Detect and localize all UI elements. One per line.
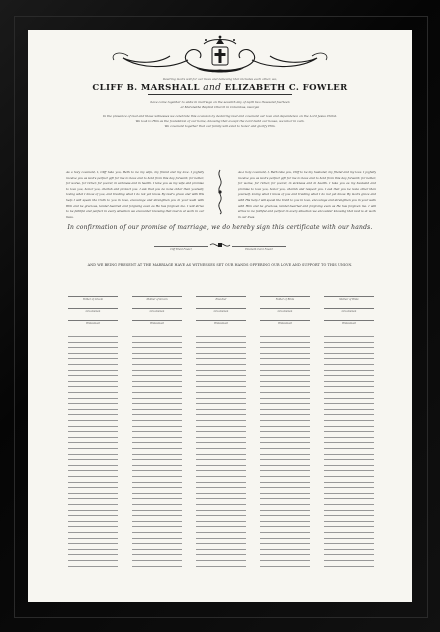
- guest-signature-line: [260, 465, 310, 466]
- witness-role-label: Father of Groom: [82, 298, 104, 301]
- guest-signature-line: [68, 381, 118, 382]
- witness-signature-line: [260, 296, 310, 297]
- guest-signature-line: [260, 498, 310, 499]
- guest-signature-line: [68, 398, 118, 399]
- guest-signature-line: [324, 403, 374, 404]
- guest-signature-line: [260, 398, 310, 399]
- guest-signature-line: [260, 482, 310, 483]
- guest-signature-line: [132, 454, 182, 455]
- couple-names: [28, 83, 412, 93]
- guest-signature-line: [68, 353, 118, 354]
- witness-role-label: Groomsman: [341, 310, 357, 313]
- guest-signature-line: [196, 498, 246, 499]
- guest-signature-line: [68, 549, 118, 550]
- guest-signature-line: [324, 414, 374, 415]
- intro-text: Desiring God's will for our lives and believing that includes each other, we,: [162, 77, 278, 81]
- guest-signature-line: [68, 493, 118, 494]
- guest-signature-line: [68, 560, 118, 561]
- guest-signature-line: [132, 470, 182, 471]
- guest-signature-line: [68, 487, 118, 488]
- guest-signature-line: [260, 448, 310, 449]
- guest-signature-line: [260, 375, 310, 376]
- guest-signature-line: [196, 398, 246, 399]
- witness-signature-line: [196, 320, 246, 321]
- guest-signature-line: [196, 504, 246, 505]
- guest-signature-line: [196, 375, 246, 376]
- guest-signature-line: [68, 364, 118, 365]
- guest-signature-line: [132, 353, 182, 354]
- witness-signature-line: [196, 308, 246, 309]
- guest-signature-line: [196, 409, 246, 410]
- guest-signature-line: [132, 566, 182, 567]
- witness-signature-line: [324, 320, 374, 321]
- guest-signature-line: [196, 414, 246, 415]
- guest-signature-line: [260, 487, 310, 488]
- guest-signature-line: [68, 370, 118, 371]
- guest-signature-line: [132, 403, 182, 404]
- guest-signature-line: [68, 554, 118, 555]
- witness-role-label: Groomsman: [149, 310, 165, 313]
- guest-signature-line: [324, 504, 374, 505]
- guest-signature-line: [324, 560, 374, 561]
- guest-signature-line: [196, 386, 246, 387]
- guest-signature-line: [196, 549, 246, 550]
- presence-line-2: We look to Him as the foundation of our home, knowing that except the Lord build our house, we labor in vain.: [135, 119, 305, 123]
- witness-role-label: Groomsman: [85, 310, 101, 313]
- witness-signature-line: [68, 308, 118, 309]
- guest-signature-line: [68, 538, 118, 539]
- guest-signature-line: [196, 381, 246, 382]
- guest-signature-line: [132, 465, 182, 466]
- guest-signature-line: [324, 386, 374, 387]
- guest-signature-line: [260, 566, 310, 567]
- guest-signature-line: [68, 454, 118, 455]
- guest-signature-line: [196, 442, 246, 443]
- guest-signature-line: [68, 504, 118, 505]
- guest-signature-line: [68, 403, 118, 404]
- guest-signature-line: [324, 498, 374, 499]
- guest-signature-line: [324, 549, 374, 550]
- guest-signature-line: [132, 392, 182, 393]
- guest-signature-line: [68, 470, 118, 471]
- witness-signature-line: [132, 320, 182, 321]
- guest-signature-line: [132, 526, 182, 527]
- guest-signature-line: [324, 431, 374, 432]
- bride-name: ELIZABETH C. FOWLER: [224, 83, 348, 93]
- guest-signature-line: [260, 370, 310, 371]
- guest-signature-line: [324, 510, 374, 511]
- guest-signature-line: [132, 420, 182, 421]
- guest-signature-line: [132, 409, 182, 410]
- witness-signature-line: [260, 320, 310, 321]
- guest-signature-line: [132, 358, 182, 359]
- guest-signature-line: [260, 336, 310, 337]
- witness-role-label: Bridesmaid: [342, 322, 356, 325]
- guest-signature-line: [196, 336, 246, 337]
- guest-signature-line: [68, 336, 118, 337]
- guest-signature-line: [324, 342, 374, 343]
- guest-signature-line: [68, 521, 118, 522]
- guest-signature-line: [260, 554, 310, 555]
- guest-signature-line: [196, 482, 246, 483]
- guest-signature-line: [132, 375, 182, 376]
- guest-signature-line: [196, 426, 246, 427]
- guest-signature-line: [196, 554, 246, 555]
- witness-role-label: Mother of Groom: [146, 298, 168, 301]
- guest-signature-line: [196, 566, 246, 567]
- guest-signature-line: [196, 526, 246, 527]
- guest-signature-line: [324, 538, 374, 539]
- guest-signature-line: [196, 487, 246, 488]
- guest-signature-line: [196, 403, 246, 404]
- guest-signature-line: [132, 560, 182, 561]
- guest-signature-line: [260, 386, 310, 387]
- guest-signature-line: [324, 476, 374, 477]
- guest-signature-line: [324, 566, 374, 567]
- guest-signature-line: [68, 476, 118, 477]
- bride-signature-line: [232, 246, 286, 247]
- guest-signature-line: [132, 437, 182, 438]
- guest-signature-line: [196, 459, 246, 460]
- guest-signature-line: [260, 476, 310, 477]
- guest-signature-line: [68, 414, 118, 415]
- center-flourish-icon: [214, 168, 226, 216]
- guest-signature-line: [324, 526, 374, 527]
- witness-signature-line: [132, 308, 182, 309]
- guest-signature-line: [260, 342, 310, 343]
- guest-signature-line: [260, 347, 310, 348]
- guest-signature-line: [68, 442, 118, 443]
- guest-signature-line: [132, 459, 182, 460]
- guest-signature-line: [260, 420, 310, 421]
- guest-signature-line: [132, 554, 182, 555]
- witness-role-label: Bridesmaid: [278, 322, 292, 325]
- witness-role-label: Bridesmaid: [86, 322, 100, 325]
- guest-signature-line: [260, 431, 310, 432]
- guest-signature-line: [196, 358, 246, 359]
- witness-statement: AND WE BEING PRESENT AT THE MARRIAGE HAVE AS WITNESSES SET OUR HANDS OFFERING OUR LOVE AND SUPPORT TO THIS UNION.: [87, 263, 353, 267]
- guest-signature-line: [324, 515, 374, 516]
- certificate-mat: [28, 30, 412, 602]
- guest-signature-line: [132, 381, 182, 382]
- guest-signature-line: [132, 515, 182, 516]
- guest-signature-line: [132, 498, 182, 499]
- and-connector: and: [203, 83, 222, 93]
- guest-signature-line: [196, 370, 246, 371]
- guest-signature-line: [260, 392, 310, 393]
- presence-line-3: We covenant together that our family will exist to honor and glorify Him.: [164, 124, 276, 128]
- guest-signature-line: [260, 532, 310, 533]
- guest-signature-line: [68, 375, 118, 376]
- guest-signature-line: [132, 549, 182, 550]
- guest-signature-line: [260, 549, 310, 550]
- guest-signature-line: [132, 448, 182, 449]
- guest-signature-line: [132, 398, 182, 399]
- witness-role-label: Groomsman: [213, 310, 229, 313]
- guest-signature-line: [68, 426, 118, 427]
- guest-signature-line: [196, 515, 246, 516]
- guest-signature-line: [196, 347, 246, 348]
- bride-signature-label: Elizabeth Carol Fowler: [245, 248, 273, 251]
- guest-signature-line: [260, 470, 310, 471]
- guest-signature-line: [132, 386, 182, 387]
- guest-signature-line: [260, 560, 310, 561]
- guest-signature-line: [132, 521, 182, 522]
- names-divider: [148, 94, 292, 95]
- witness-signature-line: [260, 308, 310, 309]
- guest-signature-line: [132, 426, 182, 427]
- guest-signature-line: [260, 403, 310, 404]
- witness-signature-line: [324, 308, 374, 309]
- guest-signature-line: [68, 543, 118, 544]
- guest-signature-line: [132, 487, 182, 488]
- guest-signature-line: [132, 493, 182, 494]
- guest-signature-line: [260, 426, 310, 427]
- guest-signature-line: [324, 470, 374, 471]
- guest-signature-line: [260, 409, 310, 410]
- guest-signature-line: [196, 476, 246, 477]
- guest-signature-line: [324, 370, 374, 371]
- guest-signature-line: [68, 386, 118, 387]
- groom-vow: As a holy covenant, I, Cliff take you, Beth to be my wife, my friend and my love. I joyfully receive you as God's perfect gift for me to have and to hold from this day forward; for better, for worse, for richer, for poorer, in sickness and in health. I take you as my wife and promise to love you, honor you, cherish and protect you. I ask that you be none other than yourself, loving what I know of you, and trusting what I do not yet know. By God's grace and with His help I will speak the truth to you in love, encourage and strengthen you in your walk with Him and be gracious, tender-hearted and forgiving even as He has forgiven me. I will strive to be faithful and perfect in every situation we encounter knowing that God is at work in our lives.: [66, 170, 204, 219]
- guest-signature-line: [68, 510, 118, 511]
- guest-signature-line: [196, 454, 246, 455]
- vow-place-line: at Maranatha Baptist Church in Columbus, Georgia: [180, 105, 260, 109]
- guest-signature-line: [196, 364, 246, 365]
- guest-signature-line: [260, 459, 310, 460]
- guest-signature-line: [324, 358, 374, 359]
- guest-signature-line: [324, 347, 374, 348]
- guest-signature-line: [324, 426, 374, 427]
- guest-signature-line: [68, 532, 118, 533]
- witness-signature-line: [196, 296, 246, 297]
- guest-signature-line: [324, 454, 374, 455]
- witness-signature-line: [68, 320, 118, 321]
- witness-role-label: Father of Bride: [275, 298, 295, 301]
- witness-signature-line: [132, 296, 182, 297]
- guest-signature-line: [324, 381, 374, 382]
- guest-signature-line: [68, 347, 118, 348]
- guest-signature-line: [196, 353, 246, 354]
- witness-role-label: Bridesmaid: [150, 322, 164, 325]
- guest-signature-line: [196, 431, 246, 432]
- guest-signature-line: [196, 392, 246, 393]
- guest-signature-line: [260, 515, 310, 516]
- guest-signature-line: [196, 448, 246, 449]
- guest-signature-line: [324, 353, 374, 354]
- witness-role-label: Groomsman: [277, 310, 293, 313]
- guest-signature-line: [68, 358, 118, 359]
- guest-signature-line: [196, 521, 246, 522]
- guest-signature-line: [324, 375, 374, 376]
- guest-signature-line: [196, 538, 246, 539]
- guest-signature-line: [132, 532, 182, 533]
- guest-signature-line: [196, 420, 246, 421]
- guest-signature-line: [260, 381, 310, 382]
- cross-ornament-icon: [28, 30, 412, 76]
- guest-signature-line: [260, 526, 310, 527]
- guest-signature-line: [68, 431, 118, 432]
- guest-signature-line: [68, 392, 118, 393]
- vow-date-line: have come together to unite in marriage on the seventh day of April two thousand fourteen: [150, 100, 290, 104]
- guest-signature-line: [132, 414, 182, 415]
- guest-signature-line: [68, 515, 118, 516]
- bride-vow: As a holy covenant, I, Beth take you, Cliff to be my husband, my friend and my love. I joyfully receive you as God's perfect gift for me to have and to hold from this day forward; for better, for worse, for richer, for poorer, in sickness and in health. I take you as my husband and promise to love you, honor you, cherish and respect you. I ask that you be none other than yourself, loving what I know of you and trusting what I do not yet know. By God's grace and with His help I will speak the truth to you in love, encourage and strengthen you in your walk with Him and be gracious, tender-hearted and forgiving even as He has forgiven me. I will strive to be faithful and perfect in every situation we encounter knowing that God is at work in our lives.: [238, 170, 376, 219]
- witness-role-label: Preacher: [215, 298, 227, 301]
- guest-signature-line: [324, 336, 374, 337]
- guest-signature-line: [132, 476, 182, 477]
- witness-signature-line: [68, 296, 118, 297]
- guest-signature-line: [132, 543, 182, 544]
- guest-signature-line: [260, 364, 310, 365]
- guest-signature-line: [324, 442, 374, 443]
- guest-signature-line: [260, 538, 310, 539]
- guest-signature-line: [68, 437, 118, 438]
- guest-signature-line: [260, 358, 310, 359]
- guest-signature-line: [260, 510, 310, 511]
- guest-signature-line: [196, 510, 246, 511]
- guest-signature-line: [196, 560, 246, 561]
- guest-signature-line: [132, 370, 182, 371]
- guest-signature-line: [196, 543, 246, 544]
- guest-signature-line: [68, 409, 118, 410]
- guest-signature-line: [324, 521, 374, 522]
- guest-signature-line: [324, 465, 374, 466]
- guest-signature-line: [132, 431, 182, 432]
- guest-signature-line: [260, 504, 310, 505]
- guest-signature-line: [132, 538, 182, 539]
- guest-signature-line: [68, 566, 118, 567]
- guest-signature-line: [260, 493, 310, 494]
- guest-signature-line: [132, 510, 182, 511]
- guest-signature-line: [132, 482, 182, 483]
- guest-signature-line: [324, 482, 374, 483]
- guest-signature-line: [196, 532, 246, 533]
- guest-signature-line: [324, 420, 374, 421]
- guest-signature-line: [68, 465, 118, 466]
- groom-signature-line: [154, 246, 208, 247]
- guest-signature-line: [260, 454, 310, 455]
- guest-signature-line: [132, 342, 182, 343]
- guest-signature-line: [196, 493, 246, 494]
- guest-signature-line: [196, 437, 246, 438]
- guest-signature-line: [196, 470, 246, 471]
- guest-signature-line: [260, 543, 310, 544]
- guest-signature-line: [260, 521, 310, 522]
- witness-role-label: Bridesmaid: [214, 322, 228, 325]
- guest-signature-line: [324, 459, 374, 460]
- guest-signature-line: [68, 420, 118, 421]
- guest-signature-line: [132, 336, 182, 337]
- guest-signature-line: [260, 442, 310, 443]
- guest-signature-line: [324, 493, 374, 494]
- guest-signature-line: [324, 409, 374, 410]
- guest-signature-line: [196, 465, 246, 466]
- guest-signature-line: [324, 448, 374, 449]
- witness-role-label: Mother of Bride: [339, 298, 359, 301]
- guest-signature-line: [68, 342, 118, 343]
- presence-line-1: In the presence of God and these witnesses we celebrate this occasion by declaring God and covenant our love and dependence on the Lord Jesus Christ.: [102, 114, 338, 118]
- guest-signature-line: [132, 364, 182, 365]
- guest-signature-line: [324, 437, 374, 438]
- guest-signature-line: [132, 442, 182, 443]
- guest-signature-line: [260, 437, 310, 438]
- guest-signature-line: [324, 487, 374, 488]
- guest-signature-line: [196, 342, 246, 343]
- guest-signature-line: [324, 364, 374, 365]
- guest-signature-line: [324, 543, 374, 544]
- guest-signature-line: [132, 504, 182, 505]
- guest-signature-line: [260, 353, 310, 354]
- witness-signature-line: [324, 296, 374, 297]
- guest-signature-line: [260, 414, 310, 415]
- guest-signature-line: [324, 554, 374, 555]
- guest-signature-line: [132, 347, 182, 348]
- guest-signature-line: [68, 448, 118, 449]
- confirmation-text: In confirmation of our promise of marriage, we do hereby sign this certificate with our hands.: [67, 224, 373, 231]
- groom-name: CLIFF B. MARSHALL: [92, 83, 200, 93]
- groom-signature-label: Cliff Brent Fowler: [170, 248, 192, 251]
- guest-signature-line: [324, 532, 374, 533]
- guest-signature-line: [324, 392, 374, 393]
- guest-signature-line: [324, 398, 374, 399]
- guest-signature-line: [68, 526, 118, 527]
- guest-signature-line: [68, 498, 118, 499]
- guest-signature-line: [68, 459, 118, 460]
- guest-signature-line: [68, 482, 118, 483]
